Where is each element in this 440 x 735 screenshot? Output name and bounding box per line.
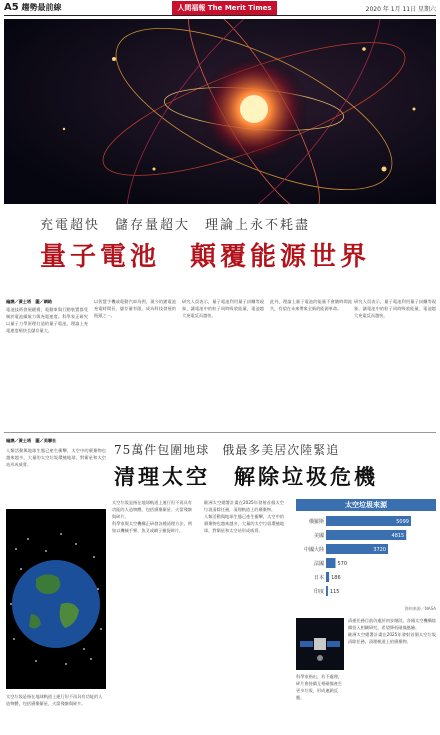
debris-removal-satellite-image [296, 618, 344, 670]
article2-kicker: 75萬件包圍地球 俄最多美居次陸緊追 [114, 443, 340, 457]
chart-value-label: 570 [337, 561, 348, 567]
section-label [4, 2, 62, 14]
chart-bar [326, 586, 328, 596]
article2-column [204, 499, 284, 733]
paragraph: 人類活動與地球生態已產生衝擊，太空中的廢棄物也越來越多，大量的太空垃圾環繞地球，對衛星和太空站形成威脅。 [6, 448, 106, 467]
chart-category-label: 法國 [313, 561, 324, 567]
article1-headline: 量子電池 顛覆能源世界 [40, 242, 371, 272]
section-divider [4, 432, 436, 433]
paragraph: 研究人員表示，量子電池利用量子糾纏等現象，讓電池中的粒子同時吸收能量，電池越大充電反而越快。 [354, 299, 436, 318]
chart-value-label: 115 [329, 589, 340, 595]
article1-body [6, 298, 436, 428]
paragraph: 清運任務目前仍處於初步階段，各國太空機構陸續投入相關研究，希望降低碰撞風險。 [348, 618, 436, 630]
article2-byline: 編譯／黃士塔 圖／美聯社 [6, 438, 57, 443]
chart-title: 太空垃圾來源 [296, 499, 436, 511]
article1-byline: 編譯／黃士塔 圖／網路 [6, 299, 53, 304]
chart-bar [326, 572, 329, 582]
article1-column [354, 298, 436, 428]
article1-column [6, 298, 88, 428]
article2-headline: 清理太空 解除垃圾危機 [114, 464, 378, 489]
article1-kicker: 充電超快 儲存量超大 理論上永不耗盡 [40, 218, 311, 233]
chart-bar [326, 558, 336, 568]
chart-source: 資料來源／NASA [404, 606, 436, 611]
space-debris-chart [296, 499, 436, 613]
chart-category-label: 俄羅斯 [308, 519, 324, 525]
article2-column [348, 617, 436, 733]
chart-category-label: 印度 [313, 589, 324, 595]
paragraph: 研究人員表示，量子電池利用量子糾纏等現象，讓電池中的粒子同時吸收能量，電池越大充電反而越快。 [182, 299, 264, 318]
paragraph: 太空垃圾是指在地球軌道上運行但不再具有功能的人造物體，包括廢棄衛星、火箭殘骸與碎片。 [6, 694, 103, 706]
paragraph: 此外，理論上量子電池的能量不會隨時間流失，有望在未來帶來全新的能源革命。 [270, 299, 352, 311]
quantum-hero-image [4, 19, 436, 204]
paragraph: 科學家指出，若不處理，碎片會持續互相碰撞產生更多垃圾，形成連鎖反應。 [296, 674, 343, 700]
chart-value-label: 186 [331, 575, 341, 581]
chart-category-label: 美國 [313, 533, 324, 539]
article2 [4, 437, 436, 733]
section-name: 趨勢最前線 [21, 3, 62, 12]
page-number: A5 [4, 2, 19, 13]
chart-value-label: 4815 [391, 533, 405, 539]
chart-plot [296, 511, 436, 606]
newspaper-logo: 人間福報 The Merit Times [172, 1, 277, 15]
earth-debris-image [6, 509, 106, 689]
article2-column [112, 499, 192, 733]
issue-date: 2020 年 1月 11日 星期六 [365, 6, 436, 13]
article2-column [296, 673, 344, 733]
article1-column [94, 298, 176, 428]
chart-value-label: 3720 [373, 547, 386, 553]
article1-column [182, 298, 264, 428]
paragraph: 電池技術發展緩慢，電動車與行動裝置都受制於電池續航力與充電速度。科學家正研究以量子力學原理打造的量子電池，理論上充電速度極快且儲存量大。 [6, 307, 88, 333]
paragraph: 太空垃圾是指在地球軌道上運行但不再具有功能的人造物體，包括廢棄衛星、火箭殘骸與碎片。 [112, 500, 192, 519]
chart-category-label: 日本 [313, 575, 324, 581]
page-masthead [4, 2, 436, 16]
chart-category-label: 中國大陸 [303, 547, 324, 553]
chart-value-label: 5099 [396, 519, 409, 525]
article1-column [270, 298, 352, 428]
paragraph: 以智慧手機或電動汽車為例，現今的鋰電池充電時間長、儲存量有限，成為科技發展的瓶頸之一。 [94, 299, 176, 318]
article2-intro-column [6, 437, 106, 507]
paragraph: 歐洲太空總署計畫在2025年發射首個太空垃圾清除任務，清理軌道上的廢棄物。 [204, 500, 284, 512]
paragraph: 科學家與太空機構正研發各種清理方法，例如以機械手臂、魚叉或網子捕捉碎片。 [112, 521, 192, 533]
paragraph: 人類活動與地球生態已產生衝擊，太空中的廢棄物也越來越多，大量的太空垃圾環繞地球，對衛星和太空站形成威脅。 [204, 514, 284, 533]
paragraph: 歐洲太空總署計畫在2025年發射首個太空垃圾清除任務，清理軌道上的廢棄物。 [348, 632, 436, 644]
article2-column [6, 693, 106, 733]
